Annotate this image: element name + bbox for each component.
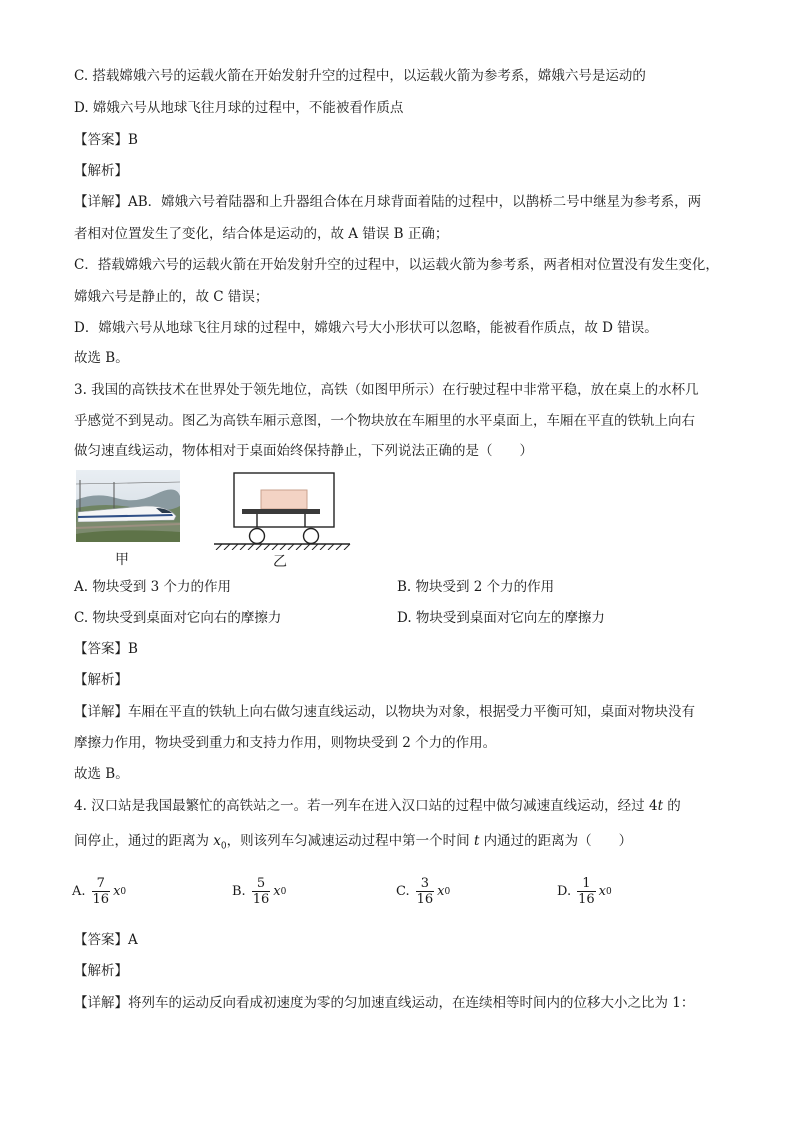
q4-stem-text: 4. 汉口站是我国最繁忙的高铁站之一。若一列车在进入汉口站的过程中做匀减速直线运动，经过 4 — [74, 798, 658, 814]
q4-variable-t: t — [473, 833, 480, 849]
q4-answer: 【答案】A — [74, 932, 138, 948]
fraction-numerator: 7 — [96, 876, 105, 891]
fraction — [577, 876, 596, 907]
q4-stem-text: 间停止，通过的距离为 — [74, 833, 214, 849]
q4-option-c — [396, 876, 450, 907]
ground-hatching — [216, 544, 350, 550]
q3-option-b: B. 物块受到 2 个力的作用 — [397, 579, 555, 595]
q4-stem-text: 的 — [663, 798, 681, 814]
q4-stem-text: ，则该列车匀减速运动过程中第一个时间 — [226, 833, 474, 849]
block — [261, 490, 307, 509]
option-label: A. — [72, 884, 86, 899]
q3-answer: 【答案】B — [74, 641, 138, 657]
q3-option-a: A. 物块受到 3 个力的作用 — [74, 579, 232, 595]
q3-detail-line: 摩擦力作用，物块受到重力和支持力作用，则物块受到 2 个力的作用。 — [74, 735, 497, 751]
fraction-denominator: 16 — [578, 892, 595, 907]
q2-answer: 【答案】B — [74, 132, 138, 148]
option-label: B. — [232, 884, 246, 899]
fraction-numerator: 5 — [256, 876, 266, 891]
q3-stem-line: 乎感觉不到晃动。图乙为高铁车厢示意图，一个物块放在车厢里的水平桌面上，车厢在平直的铁轨上向右 — [74, 413, 695, 429]
q4-stem-text: 内通过的距离为（ ） — [479, 833, 633, 849]
variable-x: x — [598, 884, 606, 899]
q3-analysis-label: 【解析】 — [74, 672, 128, 688]
q3-option-c: C. 物块受到桌面对它向右的摩擦力 — [74, 610, 282, 626]
fraction-numerator: 1 — [582, 876, 591, 891]
q2-detail-line: C．搭载嫦娥六号的运载火箭在开始发射升空的过程中，以运载火箭为参考系，两者相对位置没有发生变化， — [74, 257, 719, 273]
fraction-denominator: 16 — [252, 892, 270, 907]
train-photo — [76, 470, 180, 542]
table-top — [242, 509, 320, 514]
variable-x: x — [273, 884, 281, 899]
carriage-diagram — [212, 470, 352, 550]
fraction-denominator: 16 — [92, 892, 110, 907]
fraction — [252, 876, 271, 907]
q2-detail-line: 【详解】AB．嫦娥六号着陆器和上升器组合体在月球背面着陆的过程中，以鹊桥二号中继星为参考系，两 — [74, 194, 702, 210]
q3-stem-line: 3. 我国的高铁技术在世界处于领先地位，高铁（如图甲所示）在行驶过程中非常平稳，放在桌上的水杯几 — [74, 382, 699, 398]
fraction — [92, 876, 111, 907]
q4-option-a — [72, 876, 126, 907]
option-label: D. — [557, 884, 572, 899]
q2-detail-line: 者相对位置发生了变化，结合体是运动的，故 A 错误 B 正确； — [74, 226, 449, 242]
q2-analysis-label: 【解析】 — [74, 163, 128, 179]
q4-analysis-label: 【解析】 — [74, 963, 128, 979]
q2-conclusion: 故选 B。 — [74, 350, 129, 366]
q2-detail-line: 嫦娥六号是静止的，故 C 错误； — [74, 289, 269, 305]
fraction-numerator: 3 — [420, 876, 430, 891]
q4-subscript: 0 — [220, 841, 227, 852]
q4-option-d — [557, 876, 612, 907]
q2-detail-line: D．嫦娥六号从地球飞往月球的过程中，嫦娥六号大小形状可以忽略，能被看作质点，故 D 错误。 — [74, 320, 658, 336]
q3-conclusion: 故选 B。 — [74, 766, 129, 782]
q3-option-d: D. 物块受到桌面对它向左的摩擦力 — [397, 610, 605, 626]
q4-variable-t: t — [657, 798, 663, 814]
subscript: 0 — [280, 886, 287, 897]
subscript: 0 — [605, 886, 612, 897]
variable-x: x — [113, 884, 121, 899]
q3-stem-line: 做匀速直线运动，物体相对于桌面始终保持静止，下列说法正确的是（ ） — [74, 443, 533, 459]
q4-detail-line: 【详解】将列车的运动反向看成初速度为零的匀加速直线运动，在连续相等时间内的位移大小之比为 1： — [74, 995, 695, 1011]
variable-x: x — [437, 884, 445, 899]
fraction-denominator: 16 — [416, 892, 434, 907]
q4-option-b — [232, 876, 286, 907]
q4-stem-line — [74, 832, 632, 856]
wheel — [304, 529, 319, 544]
fraction — [416, 876, 435, 907]
subscript: 0 — [120, 886, 127, 897]
q4-variable-x: x — [213, 833, 221, 849]
q2-option-c: C. 搭载嫦娥六号的运载火箭在开始发射升空的过程中，以运载火箭为参考系，嫦娥六号是运动的 — [74, 68, 646, 84]
subscript: 0 — [444, 886, 451, 897]
q2-option-d: D. 嫦娥六号从地球飞往月球的过程中，不能被看作质点 — [74, 100, 404, 116]
wheel — [250, 529, 265, 544]
option-label: C. — [396, 884, 410, 899]
figure-b-caption: 乙 — [273, 554, 287, 570]
q3-detail-line: 【详解】车厢在平直的铁轨上向右做匀速直线运动，以物块为对象，根据受力平衡可知，桌面对物块没有 — [74, 704, 695, 720]
q4-stem-line — [74, 797, 681, 815]
figure-a-caption: 甲 — [115, 552, 129, 568]
